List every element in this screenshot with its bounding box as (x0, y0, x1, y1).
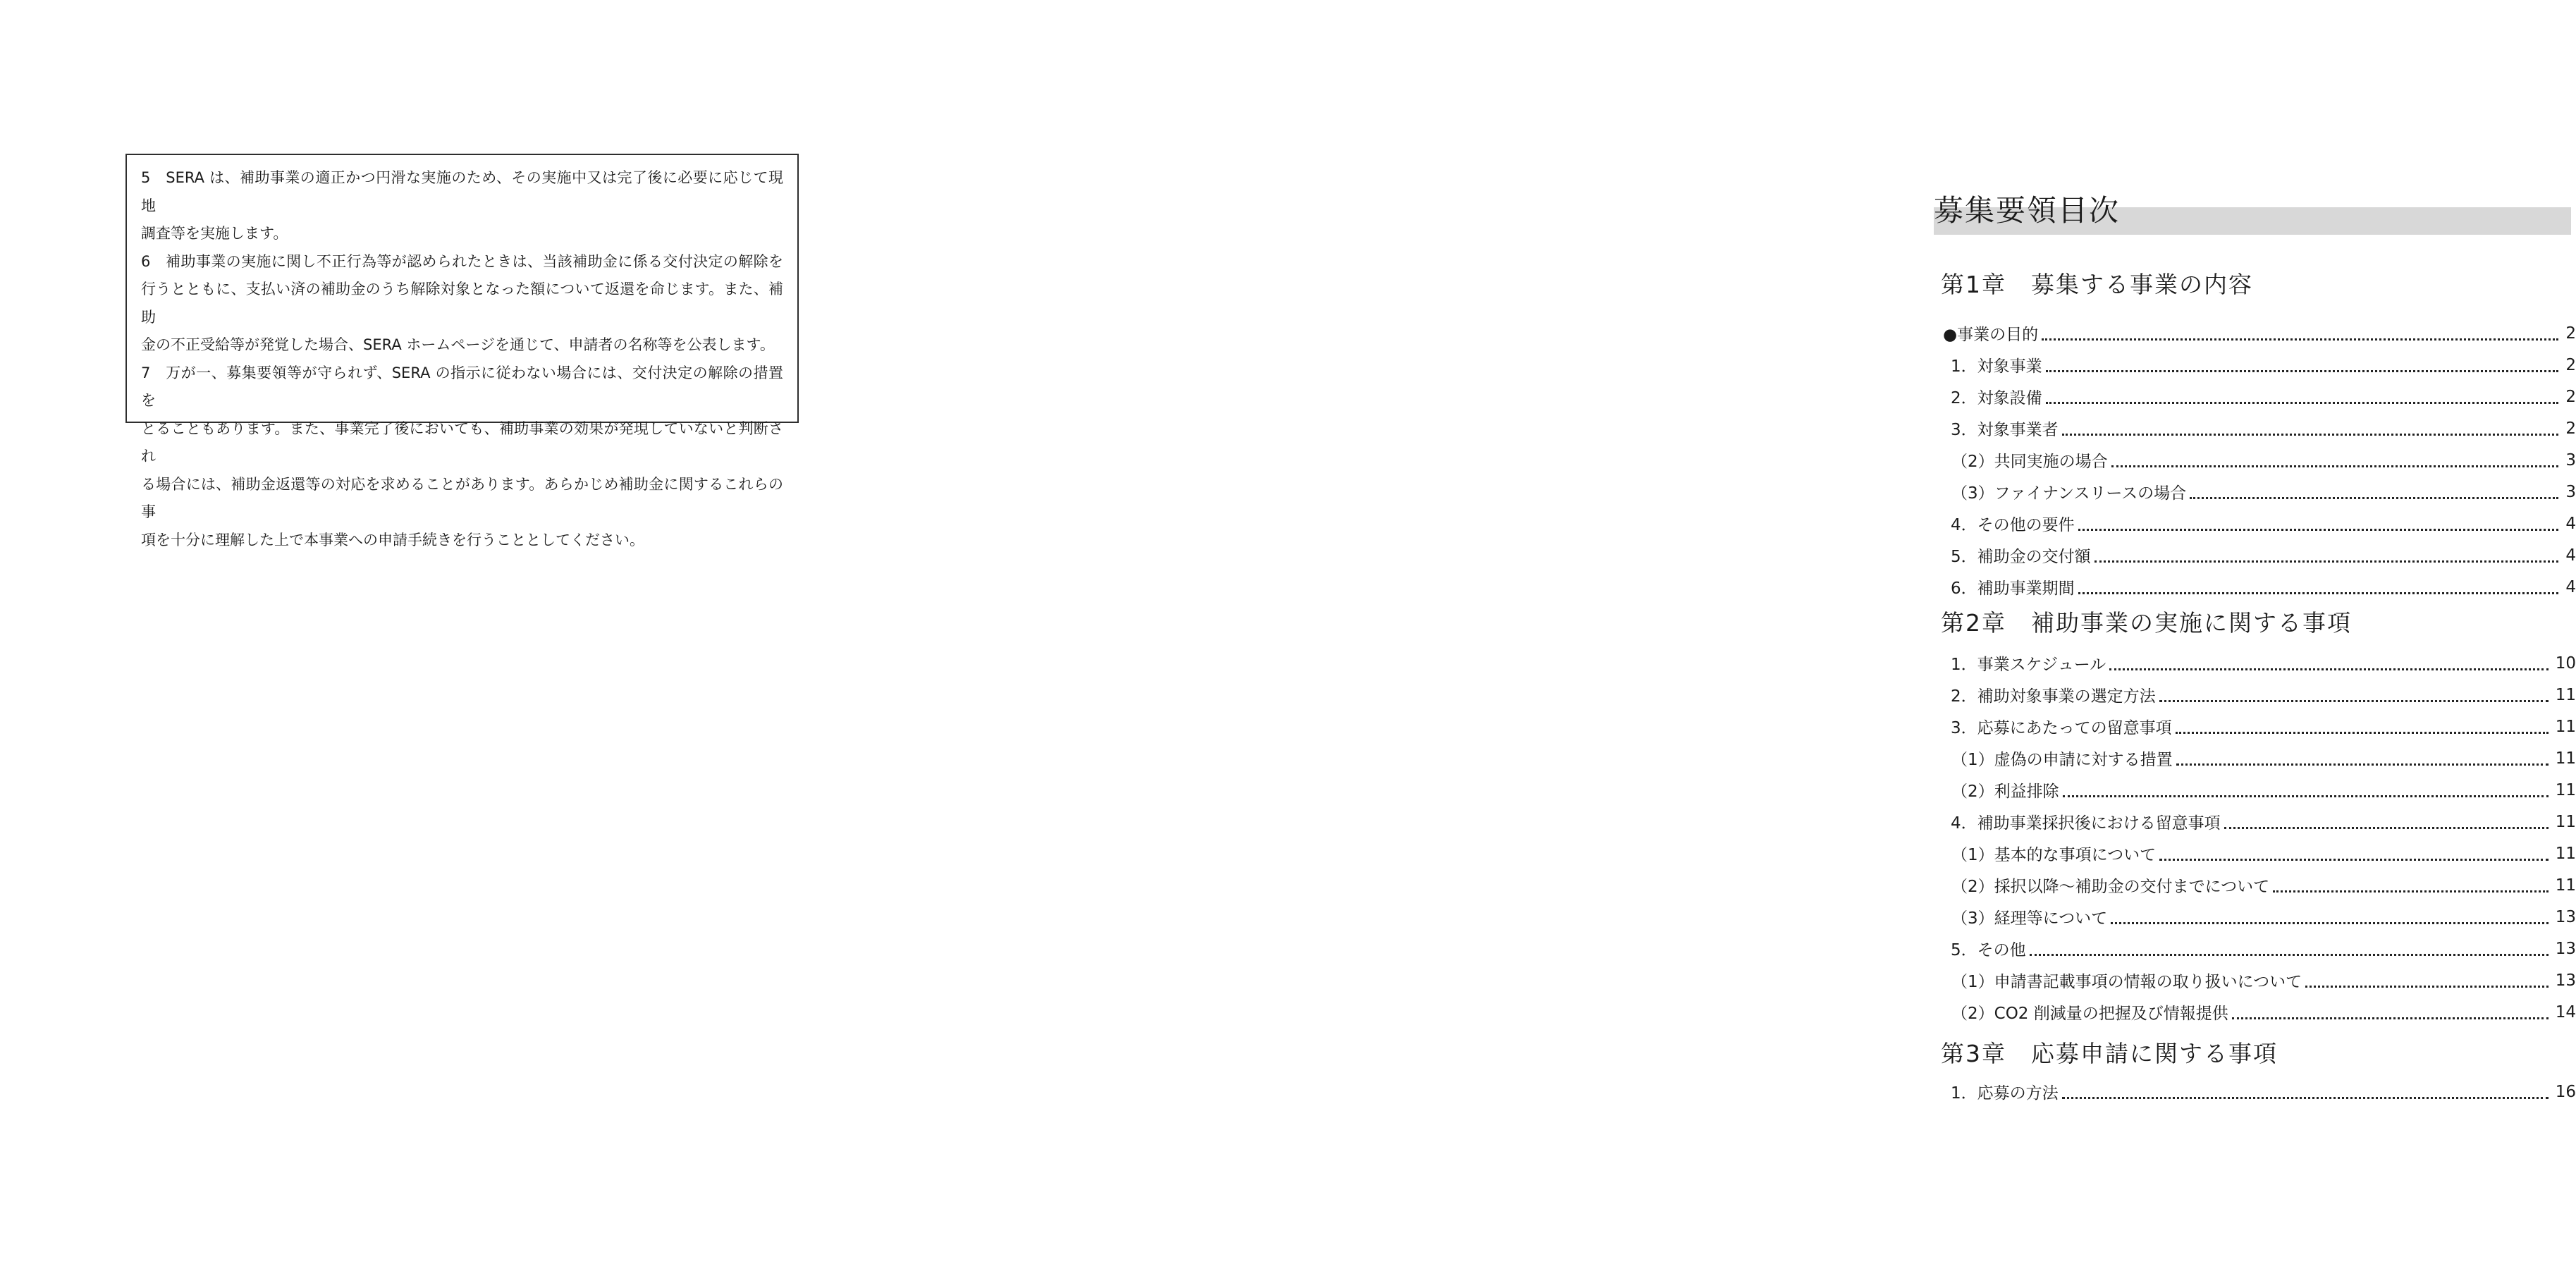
toc-entry-page: 11 (2555, 844, 2576, 863)
dot-leader (2107, 901, 2551, 933)
dot-leader (2075, 571, 2562, 603)
toc-entry-label: （1）申請書記載事項の情報の取り扱いについて (1951, 973, 2302, 991)
dot-leader (2042, 381, 2562, 412)
toc-entry-page: 2 (2565, 387, 2576, 406)
toc-title: 募集要領目次 (1934, 193, 2121, 228)
toc-entry-list (1934, 647, 2576, 1028)
dot-leader (2186, 476, 2561, 508)
toc-entry-page: 4 (2565, 546, 2576, 565)
dot-leader (2228, 996, 2551, 1028)
toc-chapter-heading: 第1章 募集する事業の内容 (1941, 271, 2253, 298)
dot-leader (2091, 539, 2562, 571)
dot-leader (2059, 412, 2562, 444)
toc-entry-page: 4 (2565, 514, 2576, 533)
toc-entry-label: 3．応募にあたっての留意事項 (1951, 719, 2172, 737)
toc-entry-label: （2）CO2 削減量の把握及び情報提供 (1951, 1005, 2228, 1023)
toc-entry-page: 11 (2555, 749, 2576, 768)
notice-line: 金の不正受給等が発覚した場合、SERA ホームページを通じて、申請者の名称等を公表します。 (141, 336, 775, 353)
dot-leader (2042, 349, 2562, 381)
toc-entry[interactable] (1951, 508, 2576, 539)
toc-entry-label: ●事業の目的 (1943, 326, 2039, 344)
toc-entry-label: （2）採択以降～補助金の交付までについて (1951, 878, 2270, 896)
dot-leader (2269, 869, 2551, 901)
toc-entry-label: （2）利益排除 (1951, 783, 2059, 801)
toc-entry[interactable] (1951, 539, 2576, 571)
toc-entry-list (1934, 1076, 2576, 1108)
toc-entry-page: 10 (2555, 654, 2576, 673)
toc-entry[interactable] (1951, 806, 2576, 838)
dot-leader (2173, 742, 2551, 774)
notice-line: 項を十分に理解した上で本事業への申請手続きを行うこととしてください。 (141, 531, 644, 548)
dot-leader (2221, 806, 2551, 838)
toc-entry[interactable] (1951, 996, 2576, 1028)
dot-leader (2156, 679, 2551, 711)
toc-entry[interactable] (1951, 838, 2576, 869)
dot-leader (2075, 508, 2562, 539)
toc-entry[interactable] (1951, 412, 2576, 444)
toc-entry-page: 11 (2555, 876, 2576, 895)
toc-entry-label: 1．対象事業 (1951, 357, 2042, 376)
toc-entry-label: 1．事業スケジュール (1951, 656, 2106, 674)
notice-line: 6 補助事業の実施に関し不正行為等が認められたときは、当該補助金に係る交付決定の解除を (141, 252, 783, 270)
toc (1934, 0, 2576, 1108)
toc-entry-page: 11 (2555, 717, 2576, 736)
toc-entry-label: （1）虚偽の申請に対する措置 (1951, 751, 2173, 769)
toc-entry-page: 13 (2555, 939, 2576, 958)
toc-entry-label: 4．補助事業採択後における留意事項 (1951, 814, 2221, 833)
toc-entry-label: （3）経理等について (1951, 909, 2108, 928)
toc-entry-page: 11 (2555, 780, 2576, 799)
toc-entry[interactable] (1951, 742, 2576, 774)
toc-entry-page: 2 (2565, 355, 2576, 374)
toc-entry[interactable] (1951, 711, 2576, 742)
toc-entry[interactable] (1951, 964, 2576, 996)
toc-entry-page: 3 (2565, 482, 2576, 501)
dot-leader (2059, 1076, 2551, 1108)
toc-entry-label: 2．補助対象事業の選定方法 (1951, 687, 2156, 706)
toc-chapter-heading: 第3章 応募申請に関する事項 (1941, 1040, 2278, 1067)
notice-line: る場合には、補助金返還等の対応を求めることがあります。あらかじめ補助金に関するこれらの事 (141, 475, 783, 520)
notice-line: とることもあります。また、事業完了後においても、補助事業の効果が発現していないと判断され (141, 419, 783, 465)
toc-body (1934, 270, 2576, 1108)
dot-leader (2172, 711, 2551, 742)
toc-entry[interactable] (1951, 381, 2576, 412)
dot-leader (2038, 317, 2561, 349)
toc-entry-label: 2．対象設備 (1951, 389, 2042, 407)
toc-entry-page: 11 (2555, 812, 2576, 831)
toc-entry-label: （3）ファイナンスリースの場合 (1951, 484, 2187, 503)
toc-entry[interactable] (1951, 476, 2576, 508)
toc-entry-label: 1．応募の方法 (1951, 1084, 2059, 1103)
toc-entry-page: 2 (2565, 324, 2576, 343)
toc-entry-label: 4．その他の要件 (1951, 516, 2075, 534)
dot-leader (2302, 964, 2551, 996)
notice-box (125, 154, 799, 548)
toc-entry-page: 13 (2555, 907, 2576, 926)
toc-entry[interactable] (1943, 317, 2576, 349)
toc-chapter-heading: 第2章 補助事業の実施に関する事項 (1941, 609, 2352, 637)
dot-leader (2026, 933, 2551, 964)
notice-line: 調査等を実施します。 (141, 225, 288, 242)
dot-leader (2059, 774, 2551, 806)
dot-leader (2108, 444, 2562, 476)
notice-line: 行うとともに、支払い済の補助金のうち解除対象となった額について返還を命じます。また、補助 (141, 281, 783, 326)
toc-entry[interactable] (1951, 774, 2576, 806)
toc-entry[interactable] (1951, 349, 2576, 381)
toc-entry[interactable] (1951, 869, 2576, 901)
toc-entry[interactable] (1951, 1076, 2576, 1108)
toc-entry-page: 16 (2555, 1082, 2576, 1101)
toc-entry-label: 3．対象事業者 (1951, 421, 2059, 439)
toc-entry-page: 14 (2555, 1002, 2576, 1022)
page-right (902, 0, 2576, 1276)
notice-line: 5 SERA は、補助事業の適正かつ円滑な実施のため、その実施中又は完了後に必要に応じて現地 (141, 169, 783, 214)
page-left (0, 0, 902, 1276)
dot-leader (2156, 838, 2551, 869)
toc-entry[interactable] (1951, 647, 2576, 679)
toc-entry-page: 4 (2565, 577, 2576, 596)
notice-line: 7 万が一、募集要領等が守られず、SERA の指示に従わない場合には、交付決定の解除の措置を (141, 364, 783, 409)
toc-entry-page: 2 (2565, 419, 2576, 438)
toc-entry[interactable] (1951, 901, 2576, 933)
toc-entry-list (1934, 317, 2576, 603)
toc-title-block (1934, 189, 2576, 235)
toc-entry[interactable] (1951, 933, 2576, 964)
toc-entry-label: 6．補助事業期間 (1951, 579, 2075, 598)
toc-entry-label: 5．補助金の交付額 (1951, 548, 2091, 566)
toc-entry[interactable] (1951, 444, 2576, 476)
toc-entry-label: 5．その他 (1951, 941, 2026, 959)
toc-entry[interactable] (1951, 679, 2576, 711)
toc-entry-page: 3 (2565, 450, 2576, 470)
toc-entry[interactable] (1951, 571, 2576, 603)
toc-entry-label: （2）共同実施の場合 (1951, 453, 2108, 471)
toc-entry-page: 13 (2555, 971, 2576, 990)
dot-leader (2106, 647, 2551, 679)
toc-entry-label: （1）基本的な事項について (1951, 846, 2157, 864)
toc-entry-page: 11 (2555, 685, 2576, 704)
